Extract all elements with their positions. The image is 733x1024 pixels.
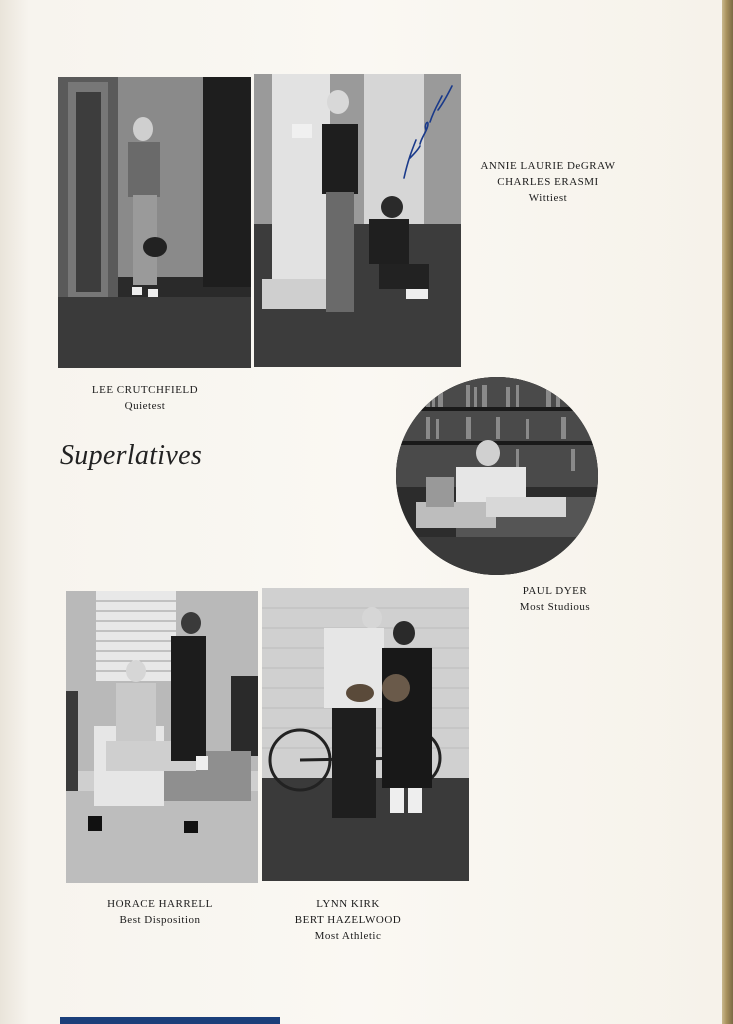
photo-horace-harrell (66, 591, 258, 883)
page-title: Superlatives (60, 440, 203, 471)
caption-kirk-hazelwood (278, 896, 418, 944)
caption-degraw-erasmi (468, 158, 628, 206)
caption-crutchfield (80, 382, 210, 414)
caption-award-quietest: Quietest (124, 400, 166, 412)
caption-award-wittiest: Wittiest (528, 192, 568, 204)
caption-name-harrell: HORACE HARRELL (107, 898, 213, 910)
caption-award-most-athletic: Most Athletic (314, 930, 382, 942)
caption-award-most-studious: Most Studious (519, 601, 591, 613)
photo-kirk-hazelwood (262, 588, 469, 881)
caption-dyer (490, 583, 620, 615)
caption-name-erasmi: CHARLES ERASMI (497, 176, 599, 188)
caption-award-best-disposition: Best Disposition (119, 914, 201, 926)
photo-paul-dyer (396, 377, 598, 575)
caption-name-degraw: ANNIE LAURIE DeGRAW (480, 160, 616, 172)
caption-name-hazelwood: BERT HAZELWOOD (294, 914, 402, 926)
caption-name-kirk: LYNN KIRK (316, 898, 380, 910)
caption-harrell (90, 896, 230, 928)
page-bottom-edge (60, 1017, 280, 1024)
signature-annie-laurie (398, 80, 460, 180)
caption-name-dyer: PAUL DYER (522, 585, 588, 597)
caption-name-crutchfield: LEE CRUTCHFIELD (91, 384, 199, 396)
photo-lee-crutchfield (58, 77, 251, 368)
book-binding-edge (722, 0, 733, 1024)
